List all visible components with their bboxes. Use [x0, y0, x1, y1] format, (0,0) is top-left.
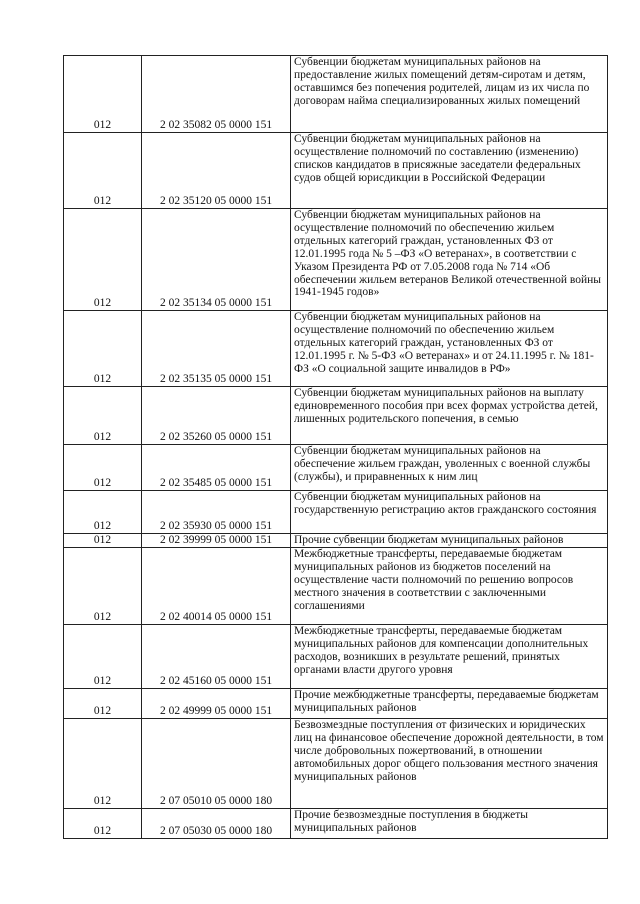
budget-code-cell: 2 02 35135 05 0000 151 — [142, 311, 291, 387]
description-cell: Субвенции бюджетам муниципальных районов на осуществление полномочий по обеспечению жильем отдельных категорий граждан, установленных ФЗ от 12.01.1995 года № 5 –ФЗ «О ветеранах», в соответствии с Указом Президента РФ от 7.05.2008 года № 714 «Об обеспечении жильем ветеранов Великой отечественной войны 1941-1945 годов» — [291, 209, 608, 311]
admin-code-cell: 012 — [64, 534, 142, 548]
admin-code-cell: 012 — [64, 689, 142, 719]
revenue-codes-table — [63, 55, 608, 839]
table-row — [64, 133, 608, 209]
table-row — [64, 209, 608, 311]
budget-code-cell: 2 02 35082 05 0000 151 — [142, 56, 291, 133]
budget-code-cell: 2 02 35134 05 0000 151 — [142, 209, 291, 311]
admin-code-cell: 012 — [64, 719, 142, 809]
admin-code-cell: 012 — [64, 311, 142, 387]
admin-code-cell: 012 — [64, 625, 142, 689]
budget-code-cell: 2 02 40014 05 0000 151 — [142, 548, 291, 625]
admin-code-cell: 012 — [64, 809, 142, 839]
description-cell: Субвенции бюджетам муниципальных районов на государственную регистрацию актов гражданского состояния — [291, 491, 608, 534]
budget-code-cell: 2 02 45160 05 0000 151 — [142, 625, 291, 689]
budget-code-cell: 2 02 35485 05 0000 151 — [142, 445, 291, 491]
table-row — [64, 311, 608, 387]
budget-code-cell: 2 02 35260 05 0000 151 — [142, 387, 291, 445]
description-cell: Субвенции бюджетам муниципальных районов на осуществление полномочий по обеспечению жильем отдельных категорий граждан, установленных ФЗ от 12.01.1995 г. № 5-ФЗ «О ветеранах» и от 24.11.1995 г. № 181-ФЗ «О социальной защите инвалидов в РФ» — [291, 311, 608, 387]
table-row — [64, 491, 608, 534]
admin-code-cell: 012 — [64, 209, 142, 311]
table-row — [64, 689, 608, 719]
budget-code-cell: 2 02 35930 05 0000 151 — [142, 491, 291, 534]
budget-code-cell: 2 02 35120 05 0000 151 — [142, 133, 291, 209]
description-cell: Прочие межбюджетные трансферты, передаваемые бюджетам муниципальных районов — [291, 689, 608, 719]
description-cell: Субвенции бюджетам муниципальных районов на выплату единовременного пособия при всех формах устройства детей, лишенных родительского попечения, в семью — [291, 387, 608, 445]
admin-code-cell: 012 — [64, 548, 142, 625]
description-cell: Субвенции бюджетам муниципальных районов на осуществление полномочий по составлению (изменению) списков кандидатов в присяжные заседатели федеральных судов общей юрисдикции в Российской Федерации — [291, 133, 608, 209]
table-row — [64, 534, 608, 548]
admin-code-cell: 012 — [64, 445, 142, 491]
admin-code-cell: 012 — [64, 491, 142, 534]
description-cell: Межбюджетные трансферты, передаваемые бюджетам муниципальных районов из бюджетов поселений на осуществление части полномочий по решению вопросов местного значения в соответствии с заключенными соглашениями — [291, 548, 608, 625]
description-cell: Прочие субвенции бюджетам муниципальных районов — [291, 534, 608, 548]
budget-code-cell: 2 07 05030 05 0000 180 — [142, 809, 291, 839]
admin-code-cell: 012 — [64, 133, 142, 209]
description-cell: Субвенции бюджетам муниципальных районов на обеспечение жильем граждан, уволенных с военной службы (службы), и приравненных к ним лиц — [291, 445, 608, 491]
table-row — [64, 719, 608, 809]
table-row — [64, 548, 608, 625]
table-row — [64, 445, 608, 491]
table-row — [64, 387, 608, 445]
table-row — [64, 56, 608, 133]
budget-code-cell: 2 07 05010 05 0000 180 — [142, 719, 291, 809]
table-row — [64, 625, 608, 689]
description-cell: Безвозмездные поступления от физических и юридических лиц на финансовое обеспечение дорожной деятельности, в том числе добровольных пожертвований, в отношении автомобильных дорог общего пользования местного значения муниципальных районов — [291, 719, 608, 809]
description-cell: Межбюджетные трансферты, передаваемые бюджетам муниципальных районов для компенсации дополнительных расходов, возникших в результате решений, принятых органами власти другого уровня — [291, 625, 608, 689]
description-cell: Прочие безвозмездные поступления в бюджеты муниципальных районов — [291, 809, 608, 839]
budget-code-cell: 2 02 49999 05 0000 151 — [142, 689, 291, 719]
table-row — [64, 809, 608, 839]
budget-code-cell: 2 02 39999 05 0000 151 — [142, 534, 291, 548]
document-page — [63, 55, 607, 839]
description-cell: Субвенции бюджетам муниципальных районов на предоставление жилых помещений детям-сиротам и детям, оставшимся без попечения родителей, лицам из их числа по договорам найма специализированных жилых помещений — [291, 56, 608, 133]
admin-code-cell: 012 — [64, 387, 142, 445]
admin-code-cell: 012 — [64, 56, 142, 133]
